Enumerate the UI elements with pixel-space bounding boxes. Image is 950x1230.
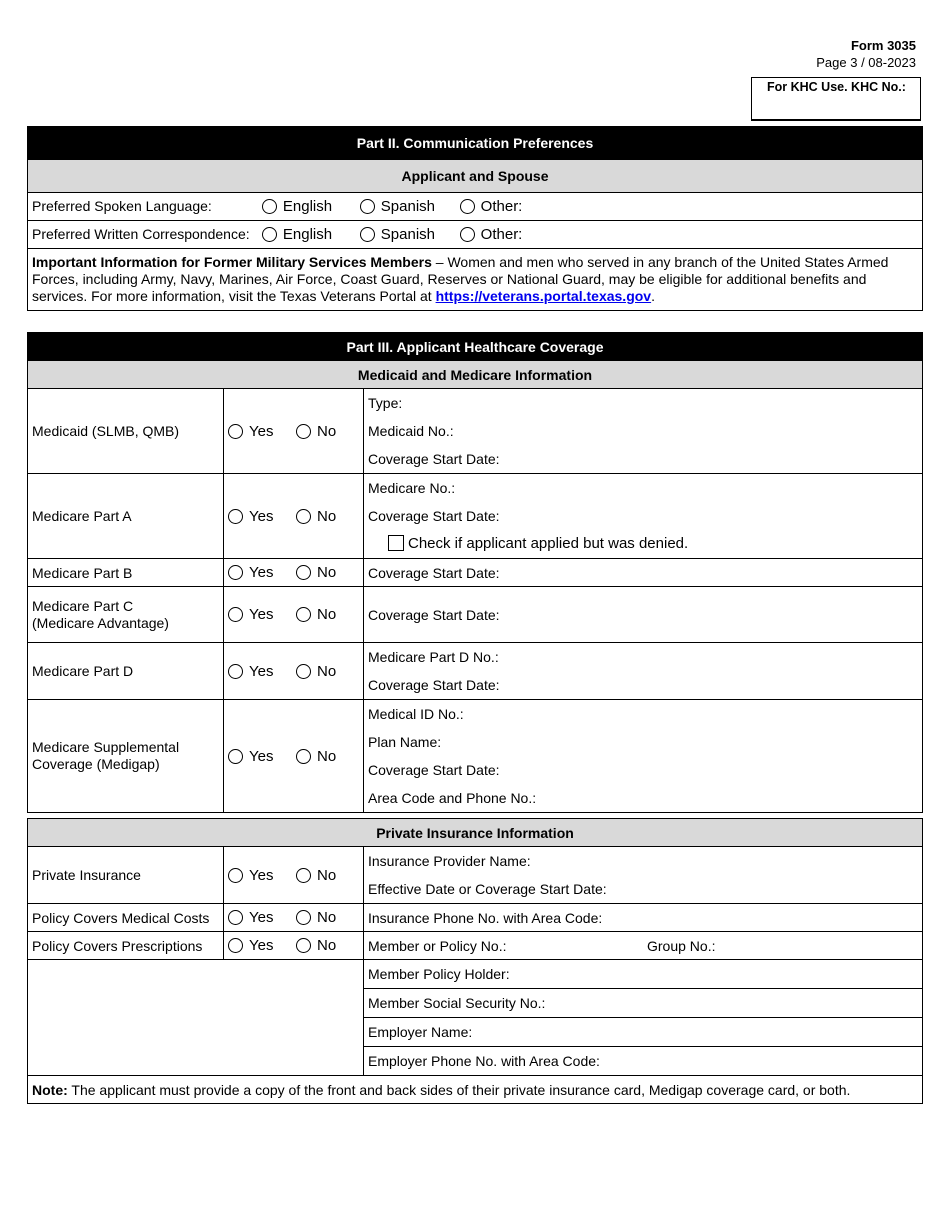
military-info-heading: Important Information for Former Military Services Members bbox=[32, 254, 432, 270]
medicare-part-c-yes-no bbox=[224, 587, 364, 643]
medical-costs-yes-no bbox=[224, 904, 364, 932]
provider-name-field[interactable]: Insurance Provider Name: bbox=[368, 853, 531, 869]
written-english-label: English bbox=[282, 226, 333, 243]
private-insurance-table bbox=[27, 818, 923, 1104]
part-a-no-label: No bbox=[317, 507, 337, 525]
medicaid-yes-radio[interactable] bbox=[228, 424, 243, 439]
medicare-part-a-yes-no bbox=[224, 474, 364, 559]
private-yes-label: Yes bbox=[249, 866, 274, 884]
policy-holder-details bbox=[364, 960, 923, 1076]
part-d-start-date-field[interactable]: Coverage Start Date: bbox=[368, 677, 500, 693]
medical-costs-yes-label: Yes bbox=[249, 909, 274, 926]
part-a-start-date-field[interactable]: Coverage Start Date: bbox=[368, 508, 500, 524]
spoken-spanish-label: Spanish bbox=[380, 198, 435, 215]
insurance-card-note bbox=[28, 1076, 923, 1104]
prescriptions-no-label: No bbox=[317, 937, 337, 954]
medicare-part-a-label: Medicare Part A bbox=[28, 474, 224, 559]
part-c-label-line2: (Medicare Advantage) bbox=[32, 614, 169, 631]
spoken-language-label: Preferred Spoken Language: bbox=[32, 198, 212, 214]
medicare-part-b-yes-no bbox=[224, 559, 364, 587]
policy-numbers-cell bbox=[364, 932, 923, 960]
medicare-part-c-label bbox=[28, 587, 224, 643]
spoken-language-row bbox=[28, 193, 923, 221]
medigap-row bbox=[28, 700, 923, 813]
part-b-yes-option[interactable] bbox=[228, 564, 296, 581]
part-b-no-radio[interactable] bbox=[296, 565, 311, 580]
denied-check-label: Check if applicant applied but was denied. bbox=[408, 535, 689, 552]
spoken-english-label: English bbox=[282, 198, 333, 215]
spoken-spanish-option[interactable] bbox=[360, 198, 456, 215]
part-a-no-option[interactable] bbox=[296, 508, 336, 525]
medical-costs-yes-option[interactable] bbox=[228, 909, 296, 926]
military-info-text: – Women and men who served in any branch of the United States Armed Forces, including Army, Navy, Marines, Air Force, Coast Guard, Reserves or National Guard, may be eligible for additional benefits and services. For more information, visit the Texas Veterans Portal at bbox=[32, 254, 889, 304]
prescriptions-no-option[interactable] bbox=[296, 937, 336, 954]
spoken-other-radio[interactable] bbox=[460, 199, 475, 214]
private-insurance-label: Private Insurance bbox=[28, 847, 224, 904]
spoken-other-option[interactable] bbox=[460, 198, 523, 215]
medicaid-start-date-field[interactable]: Coverage Start Date: bbox=[368, 451, 500, 467]
veterans-portal-link[interactable]: https://veterans.portal.texas.gov bbox=[435, 288, 652, 304]
form-number: Form 3035 bbox=[850, 38, 916, 53]
private-no-option[interactable] bbox=[296, 867, 336, 884]
part-c-no-radio[interactable] bbox=[296, 607, 311, 622]
member-policy-number-field[interactable]: Member or Policy No.: bbox=[368, 937, 507, 954]
part2-subtitle: Applicant and Spouse bbox=[28, 160, 923, 193]
medicaid-number-field[interactable]: Medicaid No.: bbox=[368, 423, 454, 439]
denied-checkbox[interactable] bbox=[388, 535, 404, 551]
prescriptions-yes-label: Yes bbox=[249, 937, 274, 954]
part-d-yes-label: Yes bbox=[249, 662, 274, 680]
part-a-no-radio[interactable] bbox=[296, 509, 311, 524]
medicaid-row bbox=[28, 389, 923, 474]
note-label: Note: bbox=[32, 1081, 68, 1098]
part-c-no-label: No bbox=[317, 606, 337, 623]
medicare-part-d-yes-no bbox=[224, 643, 364, 700]
medigap-label bbox=[28, 700, 224, 813]
written-other-radio[interactable] bbox=[460, 227, 475, 242]
private-yes-option[interactable] bbox=[228, 867, 296, 884]
part-c-no-option[interactable] bbox=[296, 606, 336, 623]
part-b-no-option[interactable] bbox=[296, 564, 336, 581]
private-no-label: No bbox=[317, 866, 337, 884]
policy-holder-blank bbox=[28, 960, 364, 1076]
medicaid-no-option[interactable] bbox=[296, 423, 336, 440]
part-c-start-date-field[interactable]: Coverage Start Date: bbox=[364, 587, 923, 643]
part-c-yes-radio[interactable] bbox=[228, 607, 243, 622]
part-b-no-label: No bbox=[317, 564, 337, 581]
spoken-spanish-radio[interactable] bbox=[360, 199, 375, 214]
medigap-yes-label: Yes bbox=[249, 747, 274, 765]
medicaid-yes-no bbox=[224, 389, 364, 474]
part3-title: Part III. Applicant Healthcare Coverage bbox=[28, 333, 923, 361]
written-other-option[interactable] bbox=[460, 226, 523, 243]
military-info-end: . bbox=[651, 288, 655, 304]
medicaid-yes-option[interactable] bbox=[228, 423, 296, 440]
written-english-radio[interactable] bbox=[262, 227, 277, 242]
medicare-part-b-label: Medicare Part B bbox=[28, 559, 224, 587]
medigap-plan-field[interactable]: Plan Name: bbox=[368, 734, 442, 750]
written-other-label: Other: bbox=[480, 226, 523, 243]
part2-table bbox=[27, 126, 923, 311]
medicare-part-d-details bbox=[364, 643, 923, 700]
written-correspondence-row bbox=[28, 221, 923, 249]
part-d-no-radio[interactable] bbox=[296, 664, 311, 679]
medigap-details bbox=[364, 700, 923, 813]
part-c-label-line1: Medicare Part C bbox=[32, 597, 134, 614]
employer-name-field[interactable]: Employer Name: bbox=[364, 1017, 922, 1046]
medigap-start-date-field[interactable]: Coverage Start Date: bbox=[368, 762, 500, 778]
spoken-english-radio[interactable] bbox=[262, 199, 277, 214]
private-insurance-yes-no bbox=[224, 847, 364, 904]
medigap-label-line2: Coverage (Medigap) bbox=[32, 756, 160, 772]
employer-phone-field[interactable]: Employer Phone No. with Area Code: bbox=[364, 1046, 922, 1075]
medigap-yes-no bbox=[224, 700, 364, 813]
khc-use-box bbox=[751, 77, 921, 121]
part3-table bbox=[27, 332, 923, 813]
medigap-id-field[interactable]: Medical ID No.: bbox=[368, 706, 464, 722]
member-ssn-field[interactable]: Member Social Security No.: bbox=[364, 988, 922, 1017]
medigap-yes-radio[interactable] bbox=[228, 749, 243, 764]
medical-costs-no-option[interactable] bbox=[296, 909, 336, 926]
medigap-phone-field[interactable]: Area Code and Phone No.: bbox=[368, 790, 537, 806]
part-b-yes-label: Yes bbox=[249, 564, 274, 581]
military-info bbox=[28, 249, 923, 311]
medical-costs-no-radio[interactable] bbox=[296, 910, 311, 925]
private-insurance-row bbox=[28, 847, 923, 904]
medicare-number-field[interactable]: Medicare No.: bbox=[368, 480, 456, 496]
medicaid-type-field[interactable]: Type: bbox=[368, 395, 403, 411]
private-yes-radio[interactable] bbox=[228, 868, 243, 883]
medigap-yes-option[interactable] bbox=[228, 748, 296, 765]
part-a-yes-label: Yes bbox=[249, 507, 274, 525]
prescriptions-yes-radio[interactable] bbox=[228, 938, 243, 953]
prescriptions-label: Policy Covers Prescriptions bbox=[28, 932, 224, 960]
private-no-radio[interactable] bbox=[296, 868, 311, 883]
insurance-phone-field[interactable]: Insurance Phone No. with Area Code: bbox=[364, 904, 923, 932]
prescriptions-row bbox=[28, 932, 923, 960]
part-c-yes-label: Yes bbox=[249, 606, 274, 623]
medicare-part-c-row bbox=[28, 587, 923, 643]
khc-use-label: For KHC Use. KHC No.: bbox=[767, 80, 906, 94]
medicare-part-b-row bbox=[28, 559, 923, 587]
part-a-yes-option[interactable] bbox=[228, 508, 296, 525]
medical-costs-row bbox=[28, 904, 923, 932]
part-d-no-label: No bbox=[317, 662, 337, 680]
medigap-no-option[interactable] bbox=[296, 748, 336, 765]
medicaid-medicare-heading: Medicaid and Medicare Information bbox=[28, 361, 923, 389]
written-spanish-label: Spanish bbox=[380, 226, 435, 243]
part-d-number-field[interactable]: Medicare Part D No.: bbox=[368, 649, 499, 665]
part-c-yes-option[interactable] bbox=[228, 606, 296, 623]
spoken-english-option[interactable] bbox=[262, 198, 356, 215]
medigap-no-radio[interactable] bbox=[296, 749, 311, 764]
policy-holder-block bbox=[28, 960, 923, 1076]
note-text: The applicant must provide a copy of the front and back sides of their private insurance card, Medigap coverage card, or both. bbox=[67, 1081, 851, 1098]
medigap-no-label: No bbox=[317, 747, 337, 765]
prescriptions-yes-option[interactable] bbox=[228, 937, 296, 954]
spoken-other-label: Other: bbox=[480, 198, 523, 215]
written-spanish-radio[interactable] bbox=[360, 227, 375, 242]
part-a-yes-radio[interactable] bbox=[228, 509, 243, 524]
medicaid-no-radio[interactable] bbox=[296, 424, 311, 439]
page-info: Page 3 / 08-2023 bbox=[816, 55, 916, 70]
effective-date-field[interactable]: Effective Date or Coverage Start Date: bbox=[368, 881, 607, 897]
medicaid-label: Medicaid (SLMB, QMB) bbox=[28, 389, 224, 474]
private-insurance-details bbox=[364, 847, 923, 904]
part-b-start-date-field[interactable]: Coverage Start Date: bbox=[364, 559, 923, 587]
written-correspondence-label: Preferred Written Correspondence: bbox=[32, 226, 250, 242]
medical-costs-label: Policy Covers Medical Costs bbox=[28, 904, 224, 932]
written-english-option[interactable] bbox=[262, 226, 356, 243]
medical-costs-no-label: No bbox=[317, 909, 337, 926]
medicare-part-d-row bbox=[28, 643, 923, 700]
medigap-label-line1: Medicare Supplemental bbox=[32, 739, 180, 755]
medicaid-no-label: No bbox=[317, 422, 337, 440]
medicare-part-d-label: Medicare Part D bbox=[28, 643, 224, 700]
part-d-yes-radio[interactable] bbox=[228, 664, 243, 679]
medicare-part-a-details bbox=[364, 474, 923, 559]
private-insurance-heading: Private Insurance Information bbox=[28, 819, 923, 847]
part-d-no-option[interactable] bbox=[296, 663, 336, 680]
medicaid-details bbox=[364, 389, 923, 474]
medicaid-yes-label: Yes bbox=[249, 422, 274, 440]
medical-costs-yes-radio[interactable] bbox=[228, 910, 243, 925]
part-b-yes-radio[interactable] bbox=[228, 565, 243, 580]
denied-check-row[interactable] bbox=[364, 530, 922, 558]
prescriptions-no-radio[interactable] bbox=[296, 938, 311, 953]
group-number-field[interactable]: Group No.: bbox=[647, 937, 716, 954]
part2-title: Part II. Communication Preferences bbox=[28, 127, 923, 160]
prescriptions-yes-no bbox=[224, 932, 364, 960]
policy-holder-field[interactable]: Member Policy Holder: bbox=[368, 966, 510, 982]
medicare-part-a-row bbox=[28, 474, 923, 559]
part-d-yes-option[interactable] bbox=[228, 663, 296, 680]
written-spanish-option[interactable] bbox=[360, 226, 456, 243]
